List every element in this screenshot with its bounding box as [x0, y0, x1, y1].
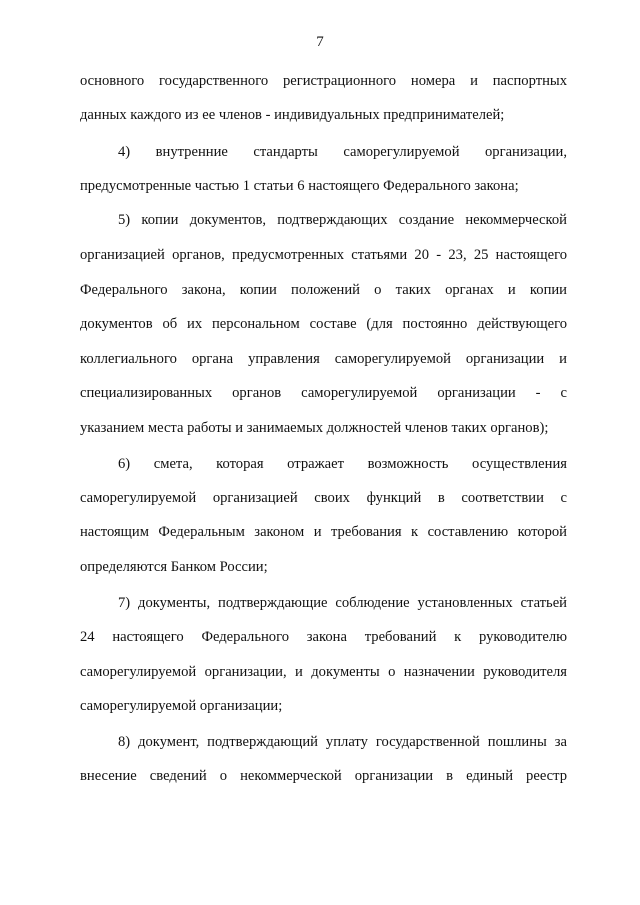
- text-line-9: коллегиального органа управления саморегулируемой организации и: [80, 351, 567, 367]
- text-line-3: 4) внутренние стандарты саморегулируемой организации,: [118, 144, 567, 160]
- text-line-5: 5) копии документов, подтверждающих создание некоммерческой: [118, 212, 567, 228]
- text-line-16: 7) документы, подтверждающие соблюдение установленных статьей: [118, 595, 567, 611]
- text-line-7: Федерального закона, копии положений о таких органах и копии: [80, 282, 567, 298]
- text-line-20: 8) документ, подтверждающий уплату государственной пошлины за: [118, 734, 567, 750]
- text-line-11: указанием места работы и занимаемых должностей членов таких органов);: [80, 420, 549, 436]
- text-line-19: саморегулируемой организации;: [80, 698, 283, 714]
- text-line-13: саморегулируемой организацией своих функций в соответствии с: [80, 490, 567, 506]
- page-number: 7: [316, 34, 324, 50]
- text-line-4: предусмотренные частью 1 статьи 6 настоящего Федерального закона;: [80, 178, 519, 194]
- text-line-6: организацией органов, предусмотренных статьями 20 - 23, 25 настоящего: [80, 247, 567, 263]
- text-line-8: документов об их персональном составе (для постоянно действующего: [80, 316, 567, 332]
- text-line-10: специализированных органов саморегулируемой организации - с: [80, 385, 567, 401]
- text-line-1: основного государственного регистрационного номера и паспортных: [80, 73, 567, 89]
- text-line-12: 6) смета, которая отражает возможность осуществления: [118, 456, 567, 472]
- text-line-15: определяются Банком России;: [80, 559, 268, 575]
- text-line-18: саморегулируемой организации, и документы о назначении руководителя: [80, 664, 567, 680]
- text-line-2: данных каждого из ее членов - индивидуальных предпринимателей;: [80, 107, 505, 123]
- text-line-21: внесение сведений о некоммерческой организации в единый реестр: [80, 768, 567, 784]
- text-line-17: 24 настоящего Федерального закона требований к руководителю: [80, 629, 567, 645]
- text-line-14: настоящим Федеральным законом и требования к составлению которой: [80, 524, 567, 540]
